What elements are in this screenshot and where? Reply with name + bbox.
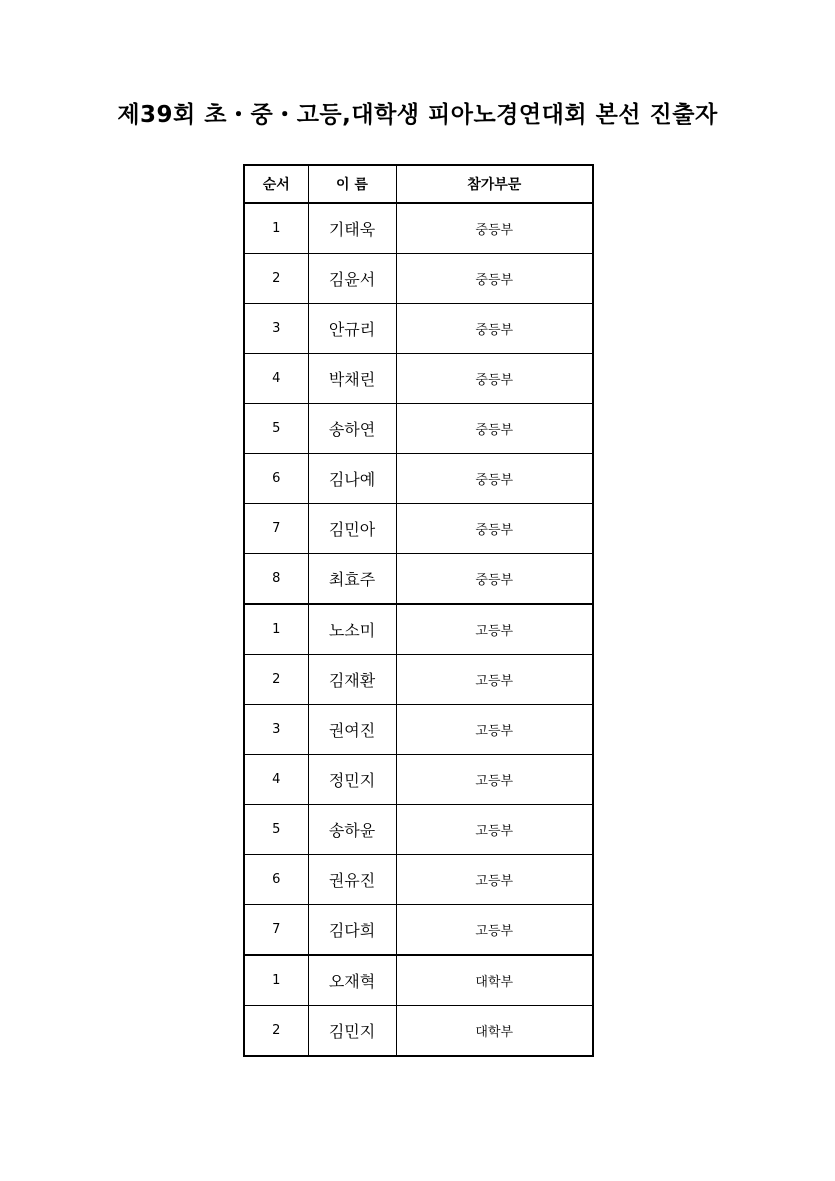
row-division: 중등부 — [396, 504, 593, 554]
table-row — [244, 203, 593, 254]
table-row — [244, 1006, 593, 1057]
table-row — [244, 504, 593, 554]
row-name: 기태욱 — [308, 203, 396, 254]
row-order: 1 — [244, 955, 308, 1006]
row-order: 4 — [244, 755, 308, 805]
row-order: 4 — [244, 354, 308, 404]
finalists-table — [243, 164, 594, 1057]
row-division: 중등부 — [396, 254, 593, 304]
row-division: 고등부 — [396, 805, 593, 855]
table-row — [244, 905, 593, 956]
row-division: 고등부 — [396, 604, 593, 655]
row-order: 2 — [244, 1006, 308, 1057]
row-division: 고등부 — [396, 705, 593, 755]
row-division: 중등부 — [396, 554, 593, 605]
row-name: 안규리 — [308, 304, 396, 354]
row-order: 7 — [244, 504, 308, 554]
row-name: 박채린 — [308, 354, 396, 404]
row-name: 최효주 — [308, 554, 396, 605]
row-order: 3 — [244, 705, 308, 755]
table-row — [244, 354, 593, 404]
row-order: 3 — [244, 304, 308, 354]
row-order: 5 — [244, 404, 308, 454]
row-order: 8 — [244, 554, 308, 605]
row-order: 1 — [244, 604, 308, 655]
row-name: 김민아 — [308, 504, 396, 554]
row-division: 고등부 — [396, 855, 593, 905]
row-division: 고등부 — [396, 655, 593, 705]
table-row — [244, 705, 593, 755]
table-row — [244, 855, 593, 905]
row-name: 정민지 — [308, 755, 396, 805]
row-name: 송하윤 — [308, 805, 396, 855]
row-division: 중등부 — [396, 354, 593, 404]
row-order: 5 — [244, 805, 308, 855]
table-row — [244, 304, 593, 354]
table-row — [244, 404, 593, 454]
row-division: 중등부 — [396, 203, 593, 254]
table-row — [244, 955, 593, 1006]
header-name: 이 름 — [308, 165, 396, 203]
table-row — [244, 554, 593, 605]
header-order: 순서 — [244, 165, 308, 203]
row-order: 2 — [244, 655, 308, 705]
row-division: 대학부 — [396, 955, 593, 1006]
row-name: 김나예 — [308, 454, 396, 504]
row-division: 중등부 — [396, 404, 593, 454]
row-division: 중등부 — [396, 454, 593, 504]
row-order: 2 — [244, 254, 308, 304]
row-name: 김민지 — [308, 1006, 396, 1057]
row-division: 고등부 — [396, 755, 593, 805]
row-name: 김윤서 — [308, 254, 396, 304]
table-row — [244, 604, 593, 655]
table-header-row — [244, 165, 593, 203]
row-division: 고등부 — [396, 905, 593, 956]
row-division: 중등부 — [396, 304, 593, 354]
row-name: 김재환 — [308, 655, 396, 705]
row-division: 대학부 — [396, 1006, 593, 1057]
row-name: 오재혁 — [308, 955, 396, 1006]
row-order: 6 — [244, 454, 308, 504]
row-name: 권유진 — [308, 855, 396, 905]
row-order: 1 — [244, 203, 308, 254]
table-row — [244, 254, 593, 304]
header-division: 참가부문 — [396, 165, 593, 203]
table-row — [244, 805, 593, 855]
row-order: 7 — [244, 905, 308, 956]
row-order: 6 — [244, 855, 308, 905]
table-row — [244, 755, 593, 805]
table-row — [244, 454, 593, 504]
table-row — [244, 655, 593, 705]
row-name: 권여진 — [308, 705, 396, 755]
row-name: 노소미 — [308, 604, 396, 655]
row-name: 송하연 — [308, 404, 396, 454]
row-name: 김다희 — [308, 905, 396, 956]
page-title: 제39회 초・중・고등,대학생 피아노경연대회 본선 진출자 — [117, 102, 718, 128]
